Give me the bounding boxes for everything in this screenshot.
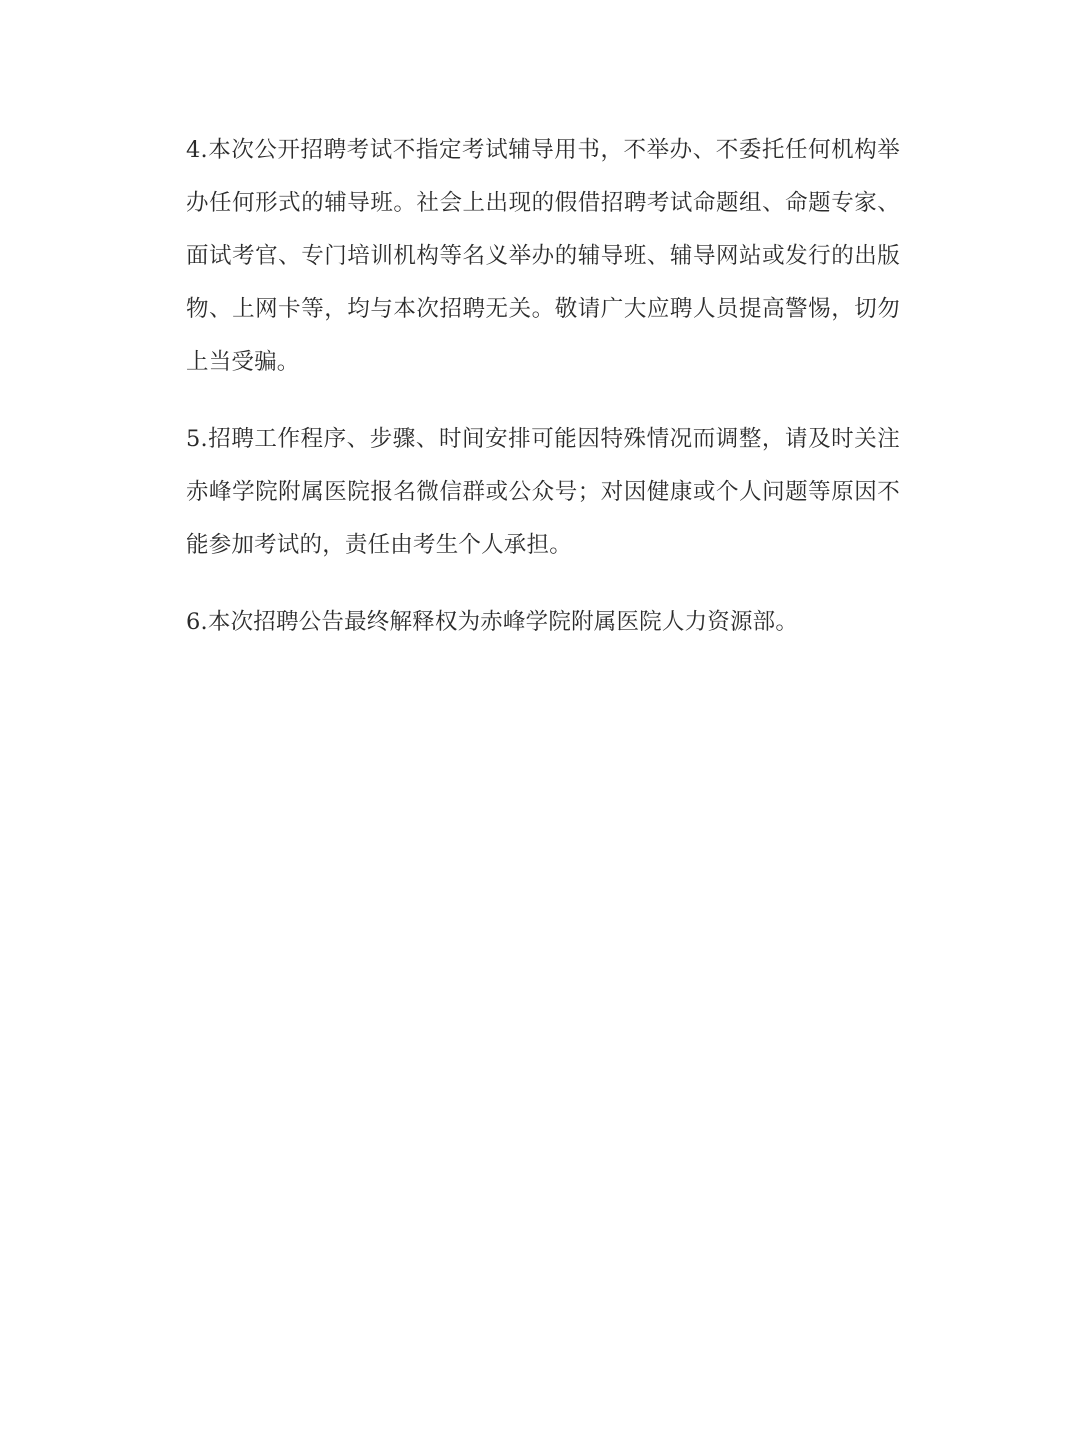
document-body	[186, 124, 900, 673]
paragraph-item-5	[186, 413, 900, 572]
paragraph-text: 招聘工作程序、步骤、时间安排可能因特殊情况而调整，请及时关注赤峰学院附属医院报名微信群或公众号；对因健康或个人问题等原因不能参加考试的，责任由考生个人承担。	[186, 426, 900, 558]
paragraph-item-4	[186, 124, 900, 389]
paragraph-number: 4.	[186, 137, 208, 163]
paragraph-item-6	[186, 596, 900, 649]
paragraph-number: 6.	[186, 609, 208, 635]
paragraph-number: 5.	[186, 426, 208, 452]
paragraph-text: 本次公开招聘考试不指定考试辅导用书，不举办、不委托任何机构举办任何形式的辅导班。社会上出现的假借招聘考试命题组、命题专家、面试考官、专门培训机构等名义举办的辅导班、辅导网站或发行的出版物、上网卡等，均与本次招聘无关。敬请广大应聘人员提高警惕，切勿上当受骗。	[186, 137, 900, 375]
paragraph-text: 本次招聘公告最终解释权为赤峰学院附属医院人力资源部。	[207, 609, 799, 635]
